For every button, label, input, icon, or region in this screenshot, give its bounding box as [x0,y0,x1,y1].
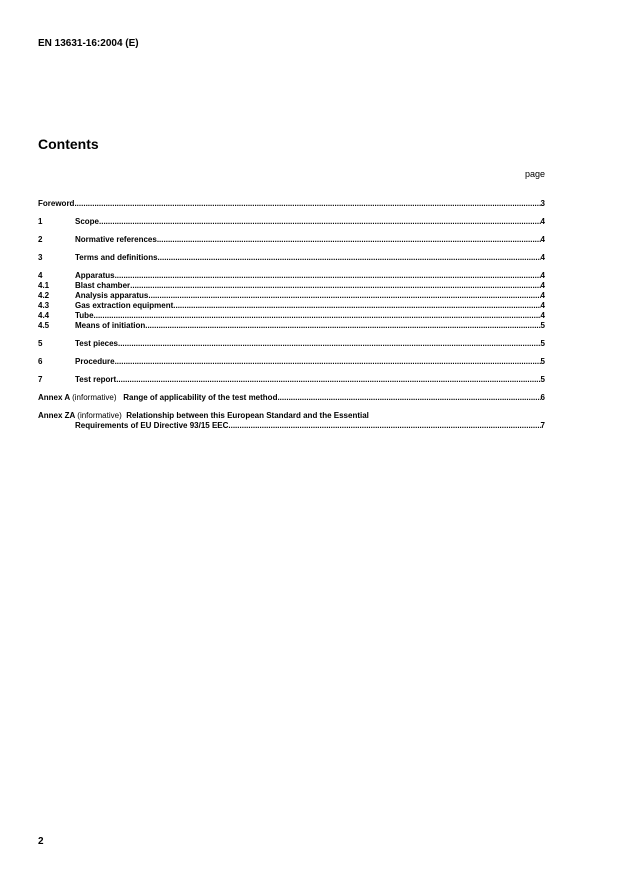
dot-leader [277,393,540,403]
table-of-contents [38,199,545,431]
toc-entry-title: Test pieces [75,339,118,348]
toc-entry-normative-references[interactable] [38,235,545,245]
toc-entry-number: 4.4 [38,311,50,320]
toc-entry-title: Means of initiation [75,321,146,330]
toc-entry-number: 4.2 [38,291,50,300]
toc-entry-annex-a[interactable] [38,393,545,403]
dot-leader [94,311,541,321]
toc-entry-number: 3 [38,253,43,262]
toc-entry-page: 4 [540,281,545,290]
toc-entry-title: Tube [75,311,94,320]
toc-entry-title: Apparatus [75,271,115,280]
toc-entry-number: 6 [38,357,43,366]
toc-entry-number: 2 [38,235,43,244]
page-number: 2 [38,836,44,847]
dot-leader [116,375,540,385]
toc-entry-gas-extraction-equipment[interactable] [38,301,545,311]
toc-entry-page: 4 [540,235,545,244]
toc-entry-blast-chamber[interactable] [38,281,545,291]
toc-entry-title: Analysis apparatus [75,291,149,300]
toc-entry-annex-za[interactable] [38,411,545,431]
toc-entry-page: 4 [540,217,545,226]
toc-entry-title-line2: Requirements of EU Directive 93/15 EEC [75,421,229,430]
toc-entry-foreword[interactable] [38,199,545,209]
toc-entry-means-of-initiation[interactable] [38,321,545,331]
toc-entry-title: Range of applicability of the test method [123,393,278,402]
toc-entry-title: Terms and definitions [75,253,158,262]
toc-entry-test-pieces[interactable] [38,339,545,349]
dot-leader [115,357,541,367]
toc-entry-title: Foreword [38,199,75,208]
toc-entry-title: Test report [75,375,117,384]
dot-leader [158,253,541,263]
document-identifier: EN 13631-16:2004 (E) [38,38,139,49]
dot-leader [173,301,540,311]
toc-entry-apparatus[interactable] [38,271,545,281]
dot-leader [157,235,541,245]
toc-entry-number: 4 [38,271,43,280]
page-column-label: page [524,169,545,179]
toc-entry-page: 4 [540,311,545,320]
toc-entry-scope[interactable] [38,217,545,227]
toc-entry-number: 4.5 [38,321,50,330]
toc-entry-page: 4 [540,291,545,300]
toc-entry-page: 5 [540,339,545,348]
toc-entry-title: Normative references [75,235,157,244]
toc-entry-title: Procedure [75,357,115,366]
toc-entry-number: 5 [38,339,43,348]
toc-entry-page: 5 [540,321,545,330]
toc-entry-title: Blast chamber [75,281,131,290]
toc-entry-procedure[interactable] [38,357,545,367]
dot-leader [228,421,540,431]
annex-type: (informative) [72,393,117,402]
dot-leader [118,339,541,349]
annex-label: Annex A (informative) [38,393,117,402]
toc-entry-number: 1 [38,217,43,226]
toc-entry-page: 4 [540,301,545,310]
dot-leader [145,321,540,331]
toc-entry-page: 5 [540,375,545,384]
toc-entry-analysis-apparatus[interactable] [38,291,545,301]
toc-entry-page: 4 [540,253,545,262]
toc-entry-test-report[interactable] [38,375,545,385]
dot-leader [148,291,540,301]
annex-label: Annex ZA (informative) [38,411,122,420]
toc-entry-tube[interactable] [38,311,545,321]
toc-entry-number: 4.1 [38,281,50,290]
toc-entry-number: 7 [38,375,43,384]
toc-entry-page: 3 [540,199,545,208]
toc-entry-title: Gas extraction equipment [75,301,174,310]
toc-entry-terms-and-definitions[interactable] [38,253,545,263]
toc-entry-page: 4 [540,271,545,280]
dot-leader [115,271,541,281]
toc-entry-page: 7 [540,421,545,430]
dot-leader [130,281,540,291]
annex-type: (informative) [77,411,122,420]
contents-heading: Contents [38,136,99,152]
toc-entry-page: 5 [540,357,545,366]
toc-entry-title-line1: Relationship between this European Standard and the Essential [126,411,369,420]
toc-entry-title: Scope [75,217,100,226]
dot-leader [99,217,541,227]
toc-entry-page: 6 [540,393,545,402]
dot-leader [74,199,540,209]
toc-entry-number: 4.3 [38,301,50,310]
